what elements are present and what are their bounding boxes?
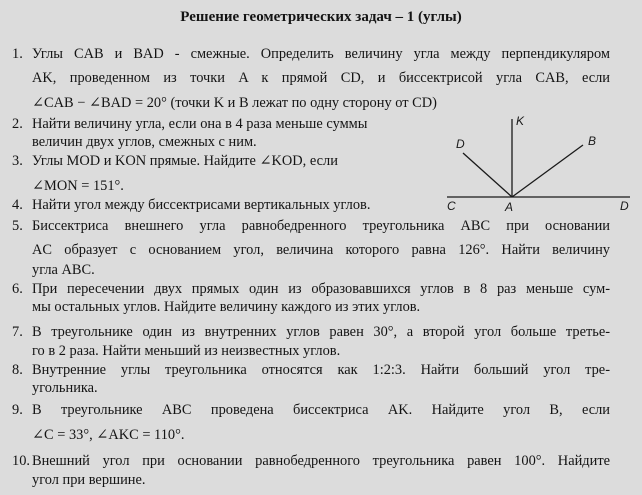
label-d: D: [456, 137, 465, 151]
problem-6-line-1: 6. При пересечении двух прямых один из образовавшихся углов в 8 раз меньше сум-: [12, 281, 610, 297]
problem-9-line-2: ∠C = 33°, ∠AKC = 110°.: [32, 427, 185, 443]
problem-2-line-2: величин двух углов, смежных с ним.: [32, 134, 257, 150]
problem-8-line-2: угольника.: [32, 380, 98, 396]
problem-number: 6.: [12, 281, 23, 297]
ray-ab: [512, 145, 583, 197]
label-c: C: [447, 199, 456, 213]
problem-1-line-2: AK, проведенном из точки A к прямой CD, и биссектрисой угла CAB, если: [32, 70, 610, 86]
problem-5-line-2: AC образует с основанием угол, величина которого равна 126°. Найти величину: [32, 242, 610, 258]
problem-8-line-1: 8. Внутренние углы треугольника относятся как 1:2:3. Найти больший угол тре-: [12, 362, 610, 378]
ray-ad-left: [463, 153, 512, 197]
problem-1-line-3: ∠CAB − ∠BAD = 20° (точки K и B лежат по одну сторону от CD): [32, 95, 437, 111]
problem-number: 1.: [12, 46, 23, 62]
label-right-d: D: [620, 199, 629, 213]
problem-number: 10.: [12, 453, 30, 469]
problem-6-line-2: мы остальных углов. Найдите величину каждого из этих углов.: [32, 299, 421, 315]
label-a: A: [505, 200, 514, 214]
problem-number: 5.: [12, 218, 23, 234]
problem-number: 7.: [12, 324, 23, 340]
problem-number: 9.: [12, 402, 23, 418]
label-b: B: [588, 134, 597, 148]
problem-7-line-1: 7. В треугольнике один из внутренних углов равен 30°, а второй угол больше третье-: [12, 324, 610, 340]
problem-number: 2.: [12, 116, 23, 132]
problem-number: 4.: [12, 197, 23, 213]
problem-number: 3.: [12, 153, 23, 169]
problem-4-line-1: 4. Найти угол между биссектрисами вертикальных углов.: [12, 197, 371, 213]
problem-5-line-3: угла ABC.: [32, 262, 95, 278]
problem-9-line-1: 9. В треугольнике ABC проведена биссектриса AK. Найдите угол B, если: [12, 402, 610, 418]
problem-number: 8.: [12, 362, 23, 378]
problem-5-line-1: 5. Биссектриса внешнего угла равнобедренного треугольника ABC при основании: [12, 218, 610, 234]
problem-1-line-1: 1. Углы CAB и BAD - смежные. Определить величину угла между перпендикуляром: [12, 46, 610, 62]
problem-2-line-1: 2. Найти величину угла, если она в 4 раза меньше суммы: [12, 116, 368, 132]
problem-10-line-2: угол при вершине.: [32, 472, 146, 488]
problem-10-line-1: 10. Внешний угол при основании равнобедренного треугольника равен 100°. Найдите: [12, 453, 610, 469]
page-title: Решение геометрических задач – 1 (углы): [180, 9, 462, 25]
problem-3-line-1: 3. Углы MOD и KON прямые. Найдите ∠KOD, если: [12, 153, 338, 169]
problem-7-line-2: го в 2 раза. Найти меньший из неизвестных углов.: [32, 343, 341, 359]
label-k: K: [516, 114, 525, 128]
problem-3-line-2: ∠MON = 151°.: [32, 178, 124, 194]
